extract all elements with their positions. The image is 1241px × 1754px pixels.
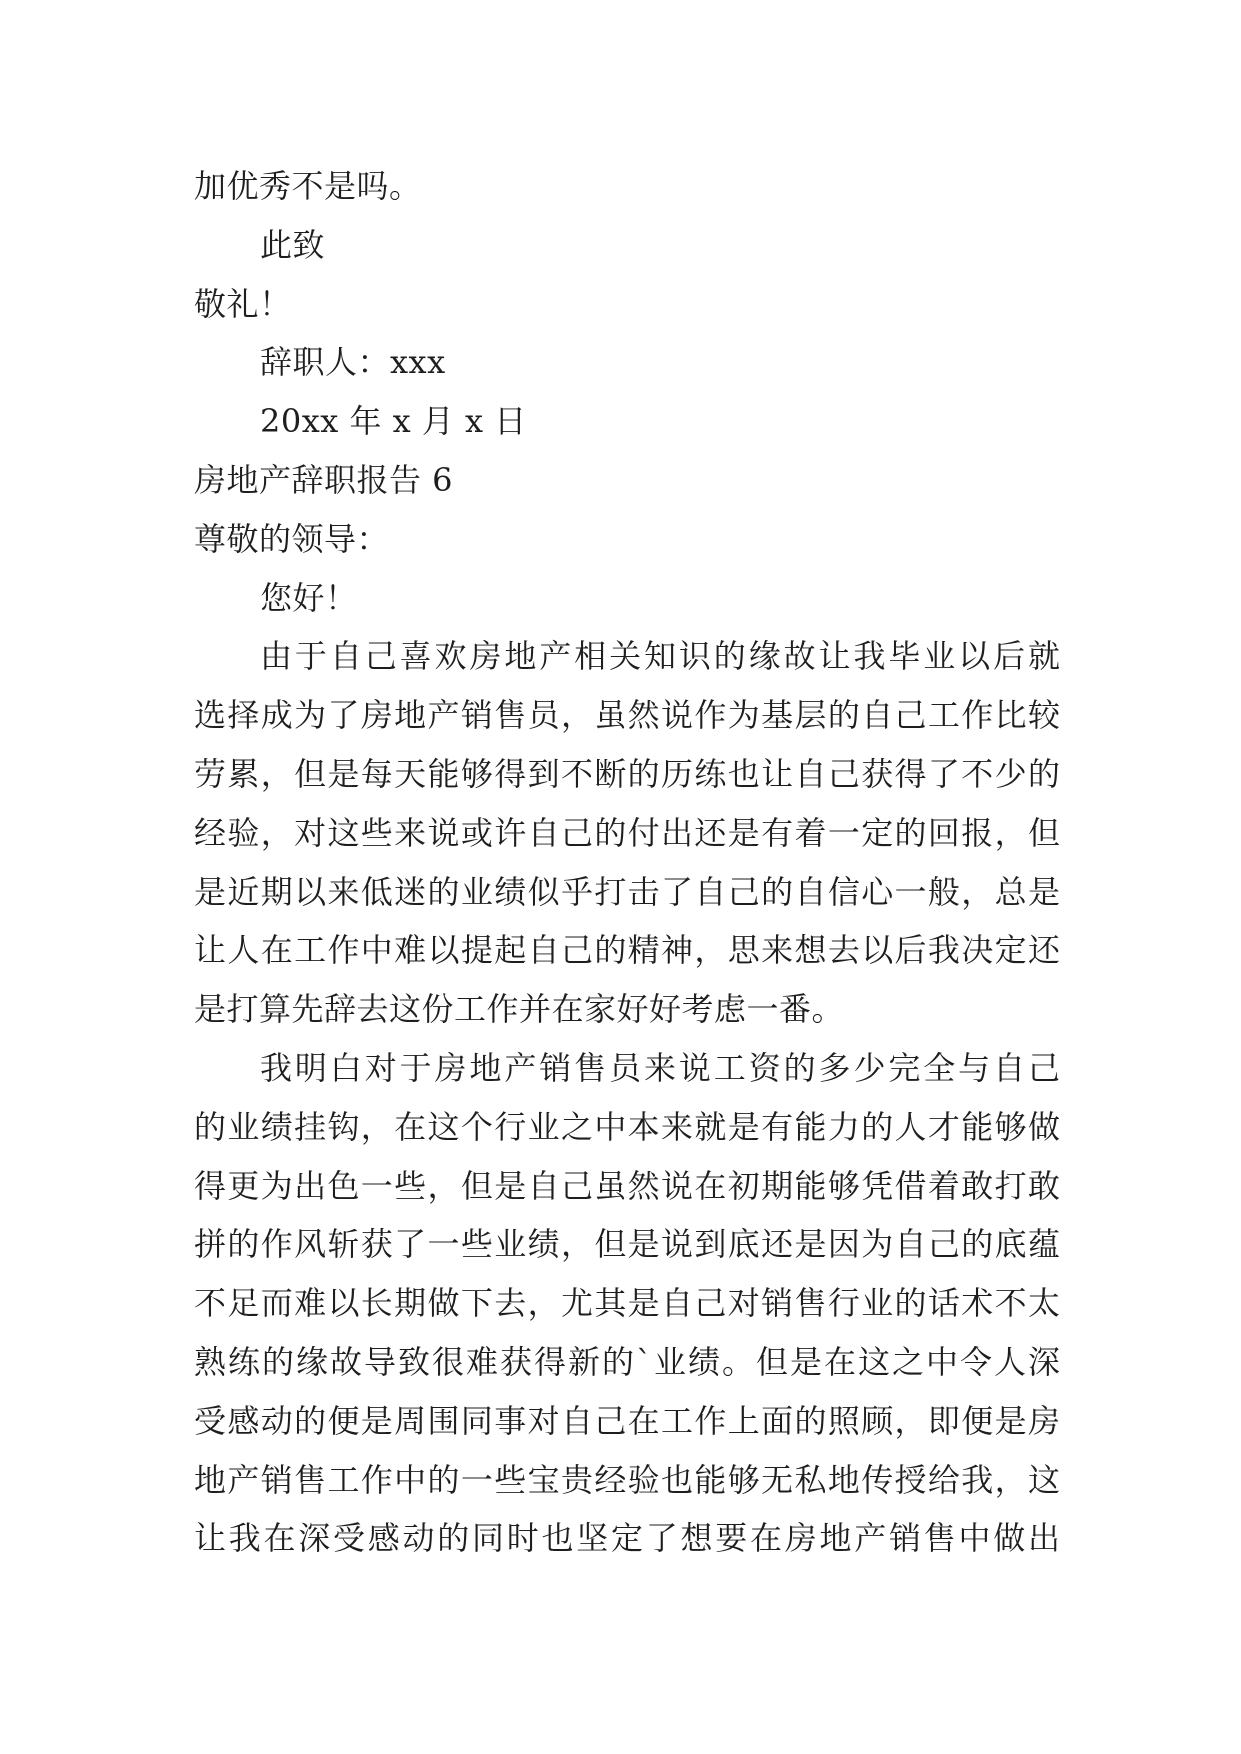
signer-line: 辞职人：xxx	[260, 343, 446, 382]
hello-line: 您好！	[260, 578, 358, 617]
paragraph-line: 地产销售工作中的一些宝贵经验也能够无私地传授给我，这	[194, 1460, 1060, 1499]
paragraph-line: 经验，对这些来说或许自己的付出还是有着一定的回报，但	[194, 813, 1060, 852]
date-line: 20xx 年 x 月 x 日	[260, 402, 527, 441]
paragraph-line: 让我在深受感动的同时也坚定了想要在房地产销售中做出	[194, 1519, 1060, 1558]
paragraph-line: 受感动的便是周围同事对自己在工作上面的照顾，即便是房	[194, 1401, 1060, 1440]
paragraph-line: 拼的作风斩获了一些业绩，但是说到底还是因为自己的底蕴	[194, 1225, 1060, 1264]
paragraph-line: 的业绩挂钩，在这个行业之中本来就是有能力的人才能够做	[194, 1107, 1060, 1146]
greeting-line: 尊敬的领导：	[194, 519, 390, 558]
closing-regards: 敬礼！	[194, 284, 292, 323]
paragraph-line: 是打算先辞去这份工作并在家好好考虑一番。	[194, 990, 845, 1029]
paragraph-line: 得更为出色一些，但是自己虽然说在初期能够凭借着敢打敢	[194, 1166, 1060, 1205]
paragraph-line: 我明白对于房地产销售员来说工资的多少完全与自己	[260, 1048, 1060, 1087]
closing-salutation: 此致	[260, 225, 326, 264]
paragraph-line: 选择成为了房地产销售员，虽然说作为基层的自己工作比较	[194, 696, 1060, 735]
paragraph-line: 让人在工作中难以提起自己的精神，思来想去以后我决定还	[194, 931, 1060, 970]
paragraph-line: 是近期以来低迷的业绩似乎打击了自己的自信心一般，总是	[194, 872, 1060, 911]
paragraph-line: 劳累，但是每天能够得到不断的历练也让自己获得了不少的	[194, 754, 1060, 793]
previous-letter-ending: 加优秀不是吗。	[194, 167, 422, 205]
paragraph-line: 不足而难以长期做下去，尤其是自己对销售行业的话术不太	[194, 1284, 1060, 1323]
paragraph-line: 熟练的缘故导致很难获得新的`业绩。但是在这之中令人深	[194, 1342, 1060, 1381]
paragraph-2	[194, 1039, 1060, 1568]
paragraph-1	[194, 627, 1060, 1039]
section-title: 房地产辞职报告 6	[194, 460, 454, 499]
paragraph-line: 由于自己喜欢房地产相关知识的缘故让我毕业以后就	[260, 637, 1060, 676]
document-body	[194, 157, 1060, 1568]
